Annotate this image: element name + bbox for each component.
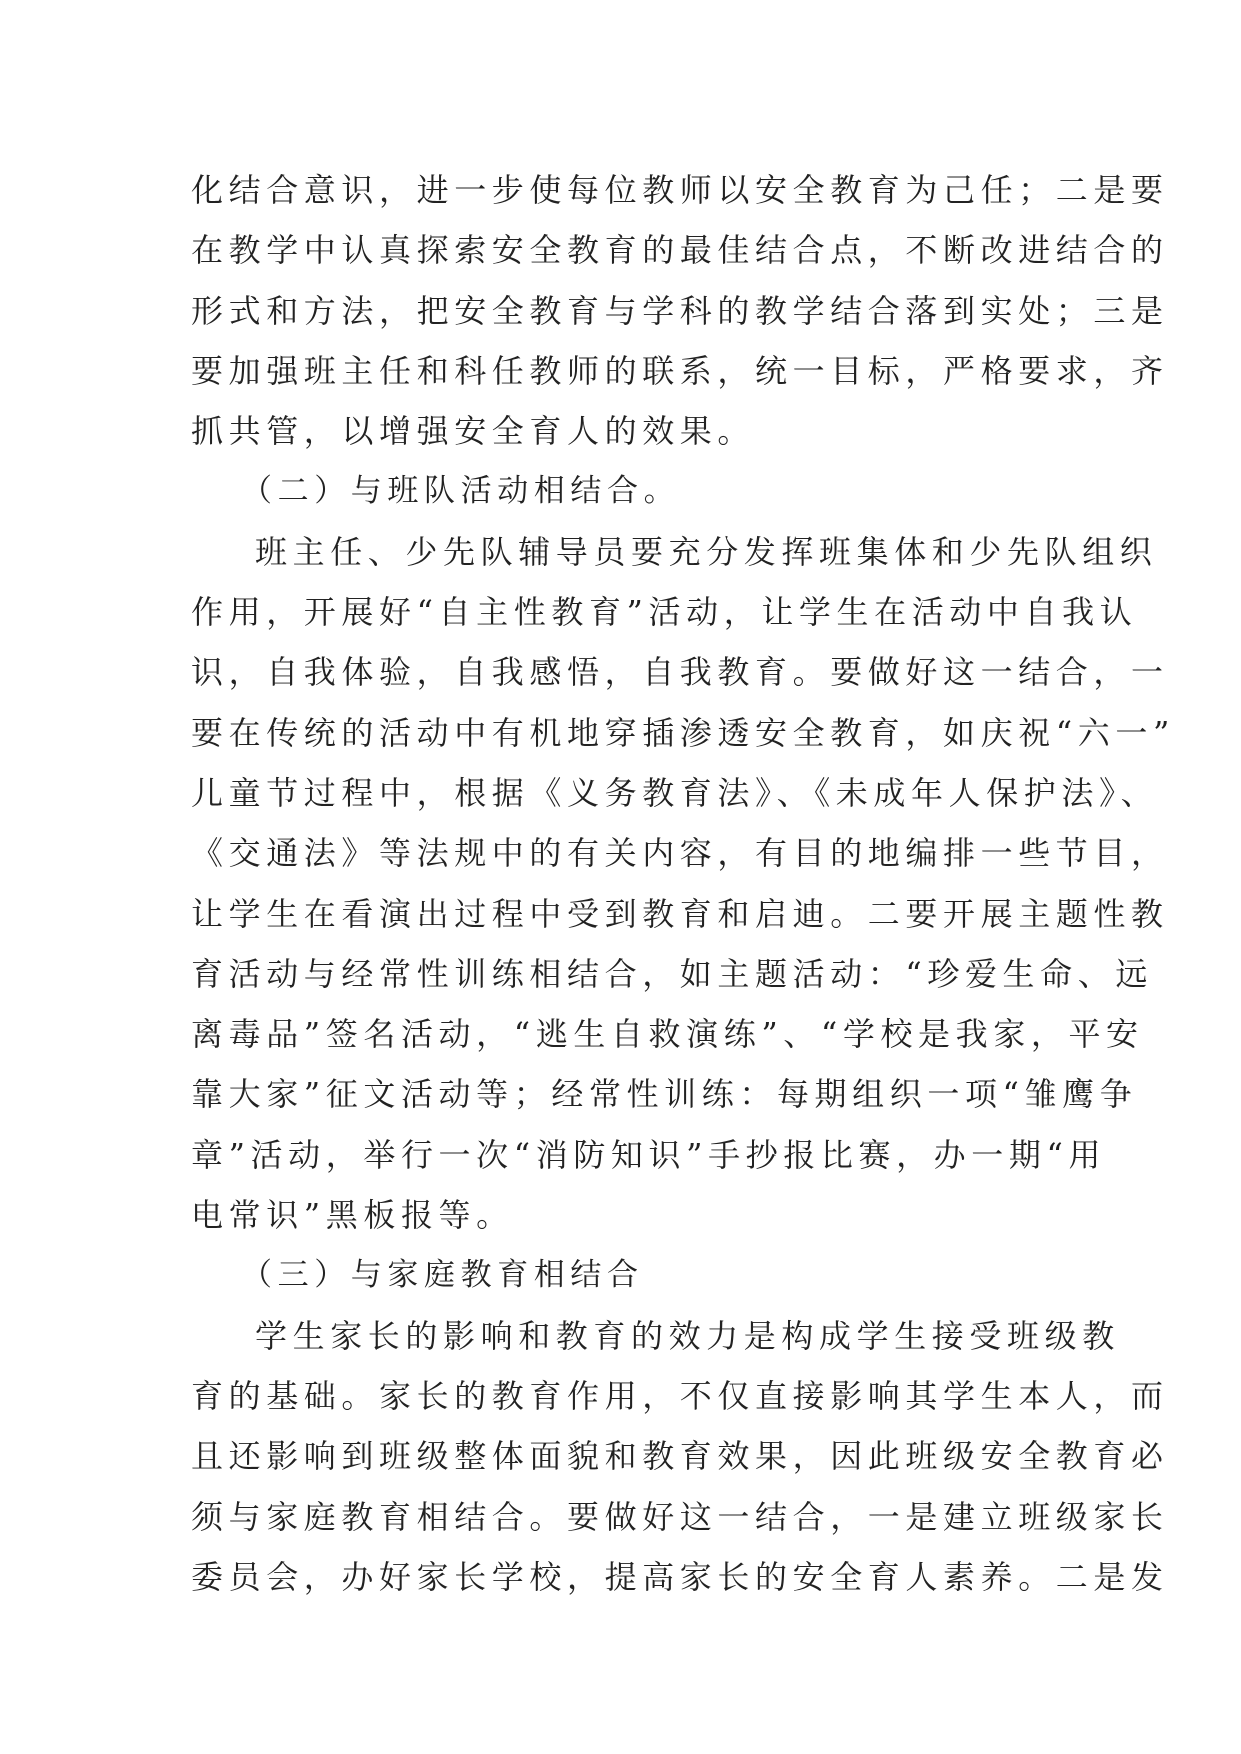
- paragraph-first-line: 班主任、少先队辅导员要充分发挥班集体和少先队组织: [255, 532, 1158, 571]
- text-line: 离毒品”签名活动，“逃生自救演练”、“学校是我家，平安: [191, 1015, 1144, 1054]
- paragraph-first-line: 学生家长的影响和教育的效力是构成学生接受班级教: [255, 1316, 1120, 1355]
- text-line: 在教学中认真探索安全教育的最佳结合点，不断改进结合的: [191, 231, 1169, 270]
- text-line: 形式和方法，把安全教育与学科的教学结合落到实处；三是: [191, 291, 1169, 330]
- text-line: 靠大家”征文活动等；经常性训练：每期组织一项“雏鹰争: [191, 1075, 1138, 1114]
- text-line: 《交通法》等法规中的有关内容，有目的地编排一些节目，: [191, 834, 1169, 873]
- text-line: 要在传统的活动中有机地穿插渗透安全教育，如庆祝“六一”: [191, 713, 1175, 752]
- text-line: 要加强班主任和科任教师的联系，统一目标，严格要求，齐: [191, 351, 1169, 390]
- text-line: 让学生在看演出过程中受到教育和启迪。二要开展主题性教: [191, 894, 1169, 933]
- text-line: 育的基础。家长的教育作用，不仅直接影响其学生本人，而: [191, 1376, 1169, 1415]
- text-line: 委员会，办好家长学校，提高家长的安全育人素养。二是发: [191, 1557, 1169, 1596]
- text-line: 化结合意识，进一步使每位教师以安全教育为己任；二是要: [191, 171, 1169, 209]
- body-text: [191, 160, 1175, 1607]
- text-line: 电常识”黑板报等。: [191, 1196, 514, 1235]
- text-line: 儿童节过程中，根据《义务教育法》、《未成年人保护法》、: [191, 773, 1159, 812]
- text-line: 章”活动，举行一次“消防知识”手抄报比赛，办一期“用: [191, 1135, 1107, 1174]
- section-heading: （二）与班队活动相结合。: [241, 473, 681, 510]
- text-line: 抓共管，以增强安全育人的效果。: [191, 412, 756, 451]
- text-line: 须与家庭教育相结合。要做好这一结合，一是建立班级家长: [191, 1497, 1169, 1536]
- text-line: 识，自我体验，自我感悟，自我教育。要做好这一结合，一: [191, 653, 1169, 692]
- text-line: 作用，开展好“自主性教育”活动，让学生在活动中自我认: [191, 593, 1138, 632]
- text-line: 且还影响到班级整体面貌和教育效果，因此班级安全教育必: [191, 1437, 1169, 1476]
- section-heading: （三）与家庭教育相结合: [241, 1257, 644, 1294]
- text-line: 育活动与经常性训练相结合，如主题活动：“珍爱生命、远: [191, 954, 1153, 993]
